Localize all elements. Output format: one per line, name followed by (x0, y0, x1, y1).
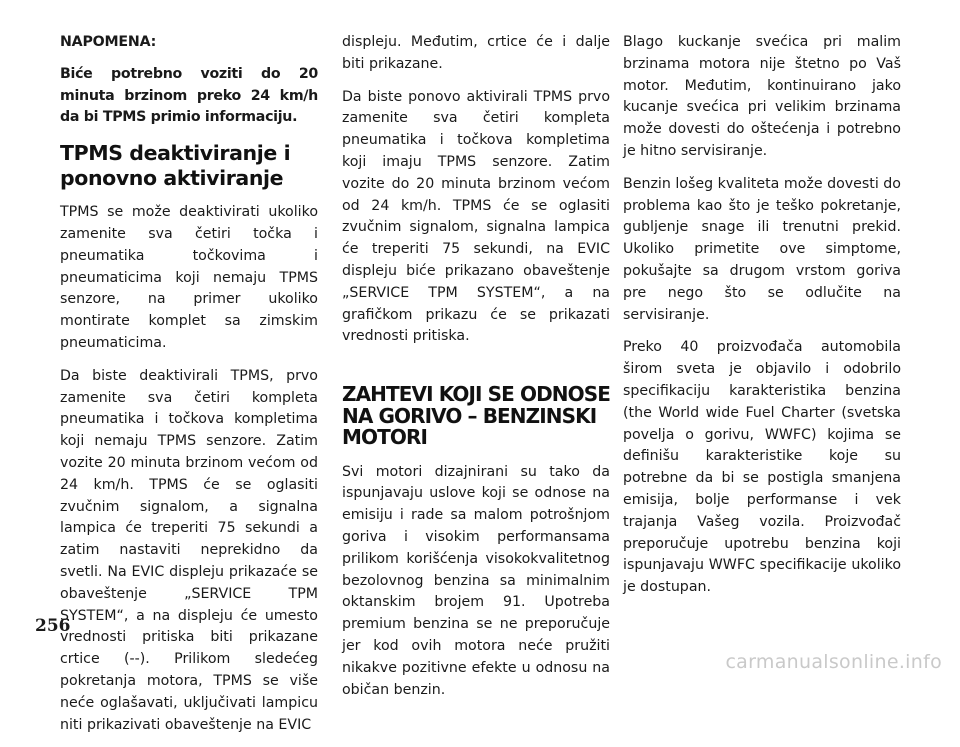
note-heading: NAPOMENA: (60, 34, 157, 50)
section-title-tpms: TPMS deaktiviranje i ponovno aktiviranje (60, 141, 291, 191)
paragraph: TPMS se može deaktivirati ukoliko zamenite sva četiri točka i pneumatika točkovima i pneumaticima koji nemaju TPMS senzore, na primer ukoliko montirate komplet sa zimskim pneumaticima. (60, 204, 318, 351)
note-text: Biće potrebno voziti do 20 minuta brzinom preko 24 km/h da bi TPMS primio informaciju. (60, 65, 318, 126)
paragraph: Blago kuckanje svećica pri malim brzinama motora nije štetno po Vaš motor. Međutim, kontinuirano jako kucanje svećica pri velikim brzinama može dovesti do oštećenja i potrebno je hitno servisiranje. (623, 34, 901, 159)
paragraph: Svi motori dizajnirani su tako da ispunjavaju uslove koji se odnose na emisiju i rade sa malom potrošnjom goriva i visokim performansama prilikom korišćenja visokokvalitetnog bezolovnog benzina sa minimalnim oktanskim brojem 91. Upotreba premium benzina se ne preporučuje jer kod ovih motora neće pružiti nikakve pozitivne efekte u odnosu na običan benzin. (342, 463, 610, 698)
column-left (60, 32, 318, 747)
paragraph: Preko 40 proizvođača automobila širom sveta je objavilo i odobrilo specifikaciju karakteristika benzina (the World wide Fuel Charter (svetska povelja o gorivu, WWFC) kojima se definišu karakteristike koje su potrebne da bi se postigla smanjena emisija, bolje performanse i vek trajanja Vašeg vozila. Proizvođač preporučuje upotrebu benzina koji ispunjavaju WWFC specifikacije ukoliko je dostupan. (623, 339, 901, 596)
paragraph: Benzin lošeg kvaliteta može dovesti do problema kao što je teško pokretanje, gubljenje snage ili trenutni prekid. Ukoliko primetite ove simptome, pokušajte sa drugom vrstom goriva pre nego što se odlučite na servisiranje. (623, 175, 901, 323)
watermark: carmanualsonline.info (725, 651, 942, 673)
column-middle (342, 32, 610, 712)
section-heading-fuel: ZAHTEVI KOJI SE ODNOSE NA GORIVO – BENZINSKI MOTORI (342, 382, 610, 450)
column-right (623, 32, 901, 610)
paragraph: Da biste deaktivirali TPMS, prvo zamenite sva četiri kompleta pneumatika i točkova kompletima koji nemaju TPMS senzore. Zatim vozite 20 minuta brzinom većom od 24 km/h. TPMS će se oglasiti zvučnim signalom, a signalna lampica će treperiti 75 sekundi a zatim nastaviti neprekidno da svetli. Na EVIC displeju prikazaće se obaveštenje „SERVICE TPM SYSTEM“, a na displeju će umesto vrednosti pritiska biti prikazane crtice (--). Prilikom sledećeg pokretanja motora, TPMS se više neće oglašavati, uključivati lampicu niti prikazivati obaveštenje na EVIC (60, 367, 318, 733)
paragraph: Da biste ponovo aktivirali TPMS prvo zamenite sva četiri kompleta pneumatika i točkova kompletima koji imaju TPMS senzore. Zatim vozite do 20 minuta brzinom većom od 24 km/h. TPMS će se oglasiti zvučnim signalom, signalna lampica će treperiti 75 sekundi, na EVIC displeju biće prikazano obaveštenje „SERVICE TPM SYSTEM“, a na grafičkom prikazu će se prikazati vrednosti pritiska. (342, 88, 610, 345)
page-number: 256 (35, 616, 71, 636)
paragraph: displeju. Međutim, crtice će i dalje biti prikazane. (342, 34, 610, 72)
